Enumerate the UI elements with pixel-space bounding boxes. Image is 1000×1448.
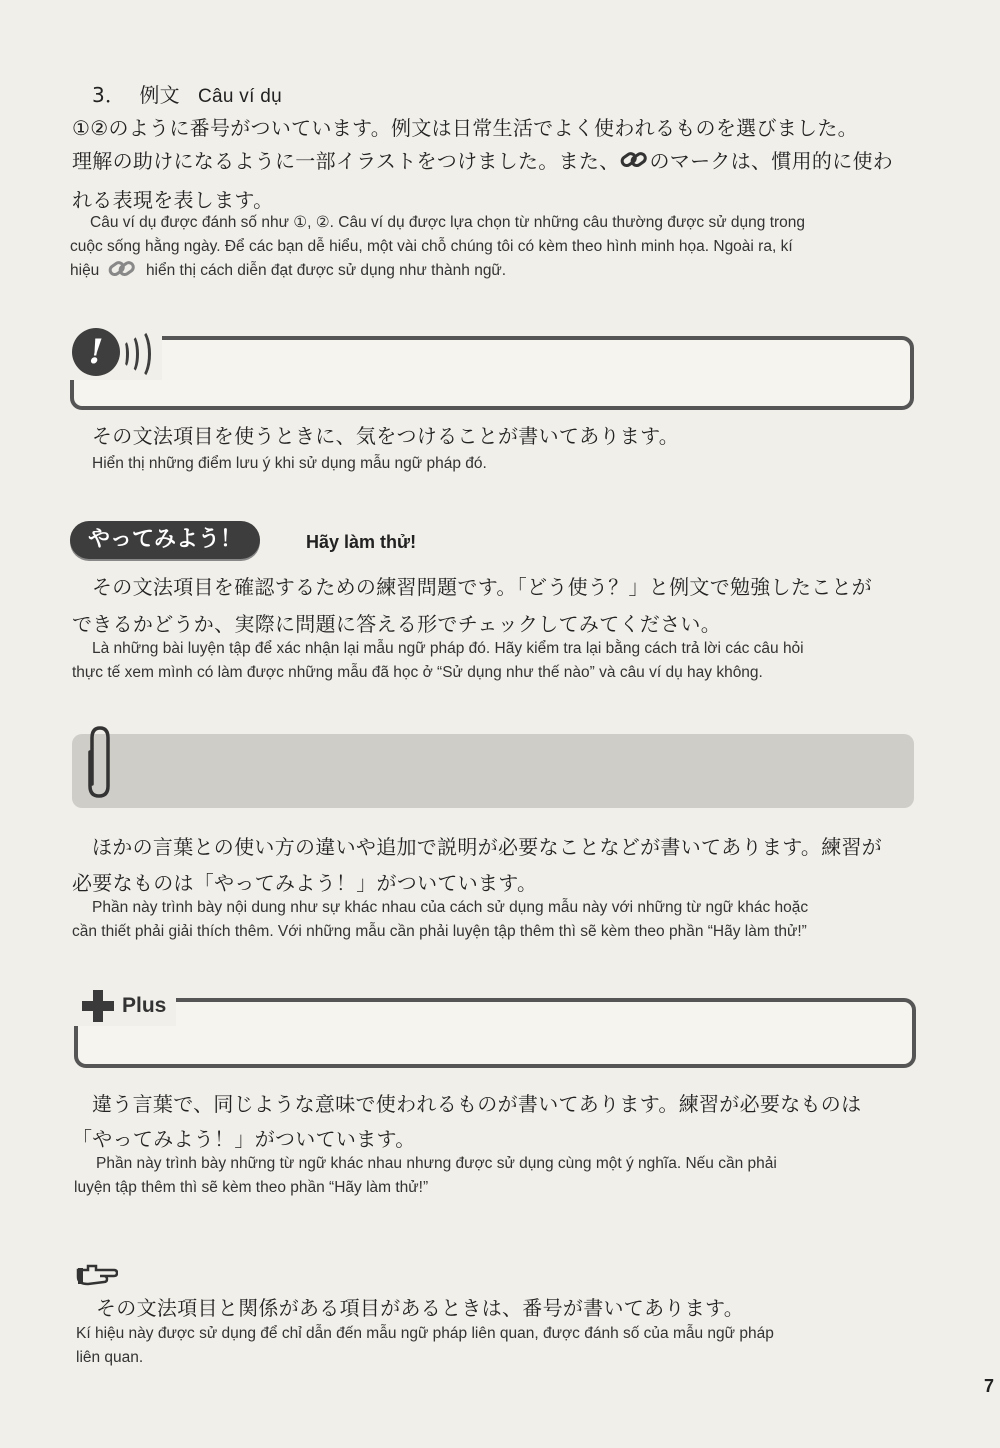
plus-box [74,998,916,1068]
practice-pill-vi: Hãy làm thử! [306,532,417,552]
clip-jp-line-1: ほかの言葉との使い方の違いや追加で説明が必要なことなどが書いてあります。練習が [92,835,883,859]
reference-vi-line-2: liên quan. [76,1349,144,1366]
practice-vi-line-1: Là những bài luyện tập để xác nhận lại mẫu ngữ pháp đó. Hãy kiểm tra lại bằng cách trả lời các câu hỏi [92,640,804,657]
practice-jp-line-1: その文法項目を確認するための練習問題です。「どう使う？」と例文で勉強したことが [92,575,873,599]
plus-vi-line-1: Phần này trình bày những từ ngữ khác nhau nhưng được sử dụng cùng một ý nghĩa. Nếu cần phải [96,1155,777,1172]
section-title-jp: 例文 [139,83,180,107]
paperclip-icon [82,724,116,800]
reference-vi-line-1: Kí hiệu này được sử dụng để chỉ dẫn đến mẫu ngữ pháp liên quan, được đánh số của mẫu ngữ pháp [76,1325,774,1342]
clip-vi-line-2: cần thiết phải giải thích thêm. Với những mẫu cần phải luyện tập thêm thì sẽ kèm theo phần “Hãy làm thử!” [72,923,807,940]
example-vi-line-3 [70,259,506,283]
pointing-hand-icon [74,1262,118,1288]
example-jp-line-2 [72,146,893,176]
example-vi-line-3-start: hiệu [70,262,100,279]
plus-label: Plus [122,994,167,1017]
example-jp-line-3: れる表現を表します。 [72,188,274,212]
clip-jp-line-2: 必要なものは「やってみよう！」がついています。 [72,871,538,895]
notice-box [70,336,914,410]
reference-jp: その文法項目と関係がある項目があるときは、番号が書いてあります。 [96,1296,744,1320]
plus-icon [82,990,114,1022]
example-vi-line-2: cuộc sống hằng ngày. Để các bạn dễ hiểu, một vài chỗ chúng tôi có kèm theo hình minh họa. Ngoài ra, kí [70,238,793,255]
example-jp-line-1: ①②のように番号がついています。例文は日常生活でよく使われるものを選びました。 [72,116,858,140]
plus-vi-line-2: luyện tập thêm thì sẽ kèm theo phần “Hãy làm thử!” [74,1179,429,1196]
practice-pill: やってみよう！ [70,521,260,559]
plus-jp-line-2: 「やってみよう！」がついています。 [72,1127,416,1151]
notice-jp: その文法項目を使うときに、気をつけることが書いてあります。 [92,424,680,448]
section-title [92,80,282,112]
example-vi-line-3-end: hiển thị cách diễn đạt được sử dụng như thành ngữ. [145,262,507,279]
notice-vi: Hiển thị những điểm lưu ý khi sử dụng mẫu ngữ pháp đó. [92,455,487,472]
sound-wave-icon-3 [128,328,151,380]
plus-jp-line-1: 違う言葉で、同じような意味で使われるものが書いてあります。練習が必要なものは [92,1092,862,1116]
link-icon [620,149,650,171]
practice-jp-line-2: できるかどうか、実際に問題に答える形でチェックしてみてください。 [72,612,721,636]
example-jp-line-2-start: 理解の助けになるように一部イラストをつけました。また、 [72,149,620,173]
link-icon-small [108,259,138,279]
section-title-vi: Câu ví dụ [197,86,282,107]
example-vi-line-1: Câu ví dụ được đánh số như ①, ②. Câu ví dụ được lựa chọn từ những câu thường được sử dụng trong [90,214,806,231]
clip-box [72,734,914,808]
clip-vi-line-1: Phần này trình bày nội dung như sự khác nhau của cách sử dụng mẫu này với những từ ngữ khác hoặc [92,899,809,916]
practice-vi-line-2: thực tế xem mình có làm được những mẫu đã học ở “Sử dụng như thế nào” và câu ví dụ hay không. [72,664,763,681]
page-number: 7 [984,1376,995,1396]
section-number: 3． [92,83,126,107]
example-jp-line-2-end: のマークは、慣用的に使わ [649,149,894,173]
exclamation-icon: ! [72,328,120,376]
